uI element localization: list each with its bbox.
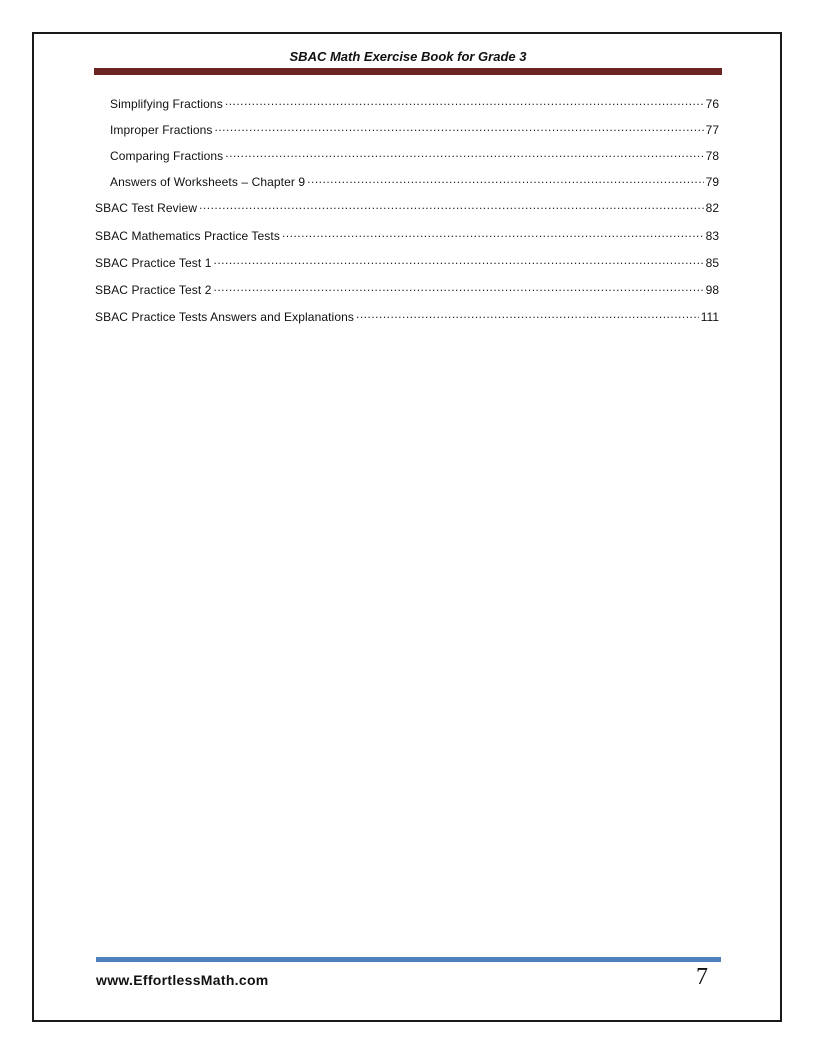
toc-dot-leader (214, 255, 704, 267)
footer-rule (96, 957, 721, 962)
toc-entry-page: 76 (705, 97, 719, 111)
toc-entry-label: SBAC Practice Test 2 (95, 283, 212, 297)
toc-entry-page: 77 (705, 123, 719, 137)
toc-dot-leader (214, 282, 704, 294)
toc-dot-leader (282, 228, 704, 240)
toc-entry-label: Improper Fractions (110, 123, 213, 137)
toc-entry[interactable] (95, 148, 719, 164)
toc-dot-leader (356, 309, 699, 321)
toc-entry-page: 82 (705, 201, 719, 215)
toc-entry-label: Comparing Fractions (110, 149, 224, 163)
toc-entry[interactable] (95, 174, 719, 190)
toc-entry-label: SBAC Test Review (95, 201, 198, 215)
toc-dot-leader (199, 200, 704, 212)
toc-entry[interactable] (95, 255, 719, 271)
header-rule (94, 68, 722, 75)
toc-entry[interactable] (95, 200, 719, 216)
toc-entry-label: SBAC Practice Test 1 (95, 256, 212, 270)
toc-entry-page: 79 (705, 175, 719, 189)
toc-entry-page: 111 (700, 310, 719, 324)
toc-entry-page: 85 (705, 256, 719, 270)
footer-website-link[interactable]: www.EffortlessMath.com (96, 972, 269, 988)
toc-entry-page: 98 (705, 283, 719, 297)
toc-entry[interactable] (95, 122, 719, 138)
toc-dot-leader (215, 122, 704, 134)
toc-entry[interactable] (95, 96, 719, 112)
toc-dot-leader (307, 174, 703, 186)
toc-entry-page: 83 (705, 229, 719, 243)
running-header-title: SBAC Math Exercise Book for Grade 3 (289, 49, 527, 64)
toc-entry-label: SBAC Mathematics Practice Tests (95, 229, 280, 243)
page-number: 7 (696, 964, 708, 990)
toc-entry[interactable] (95, 309, 719, 325)
toc-dot-leader (225, 96, 704, 108)
toc-entry-label: Answers of Worksheets – Chapter 9 (110, 175, 306, 189)
toc-entry-label: SBAC Practice Tests Answers and Explanations (95, 310, 354, 324)
toc-entry-page: 78 (705, 149, 719, 163)
toc-entry[interactable] (95, 228, 719, 244)
toc-entry-label: Simplifying Fractions (110, 97, 223, 111)
toc-dot-leader (225, 148, 703, 160)
toc-entry[interactable] (95, 282, 719, 298)
